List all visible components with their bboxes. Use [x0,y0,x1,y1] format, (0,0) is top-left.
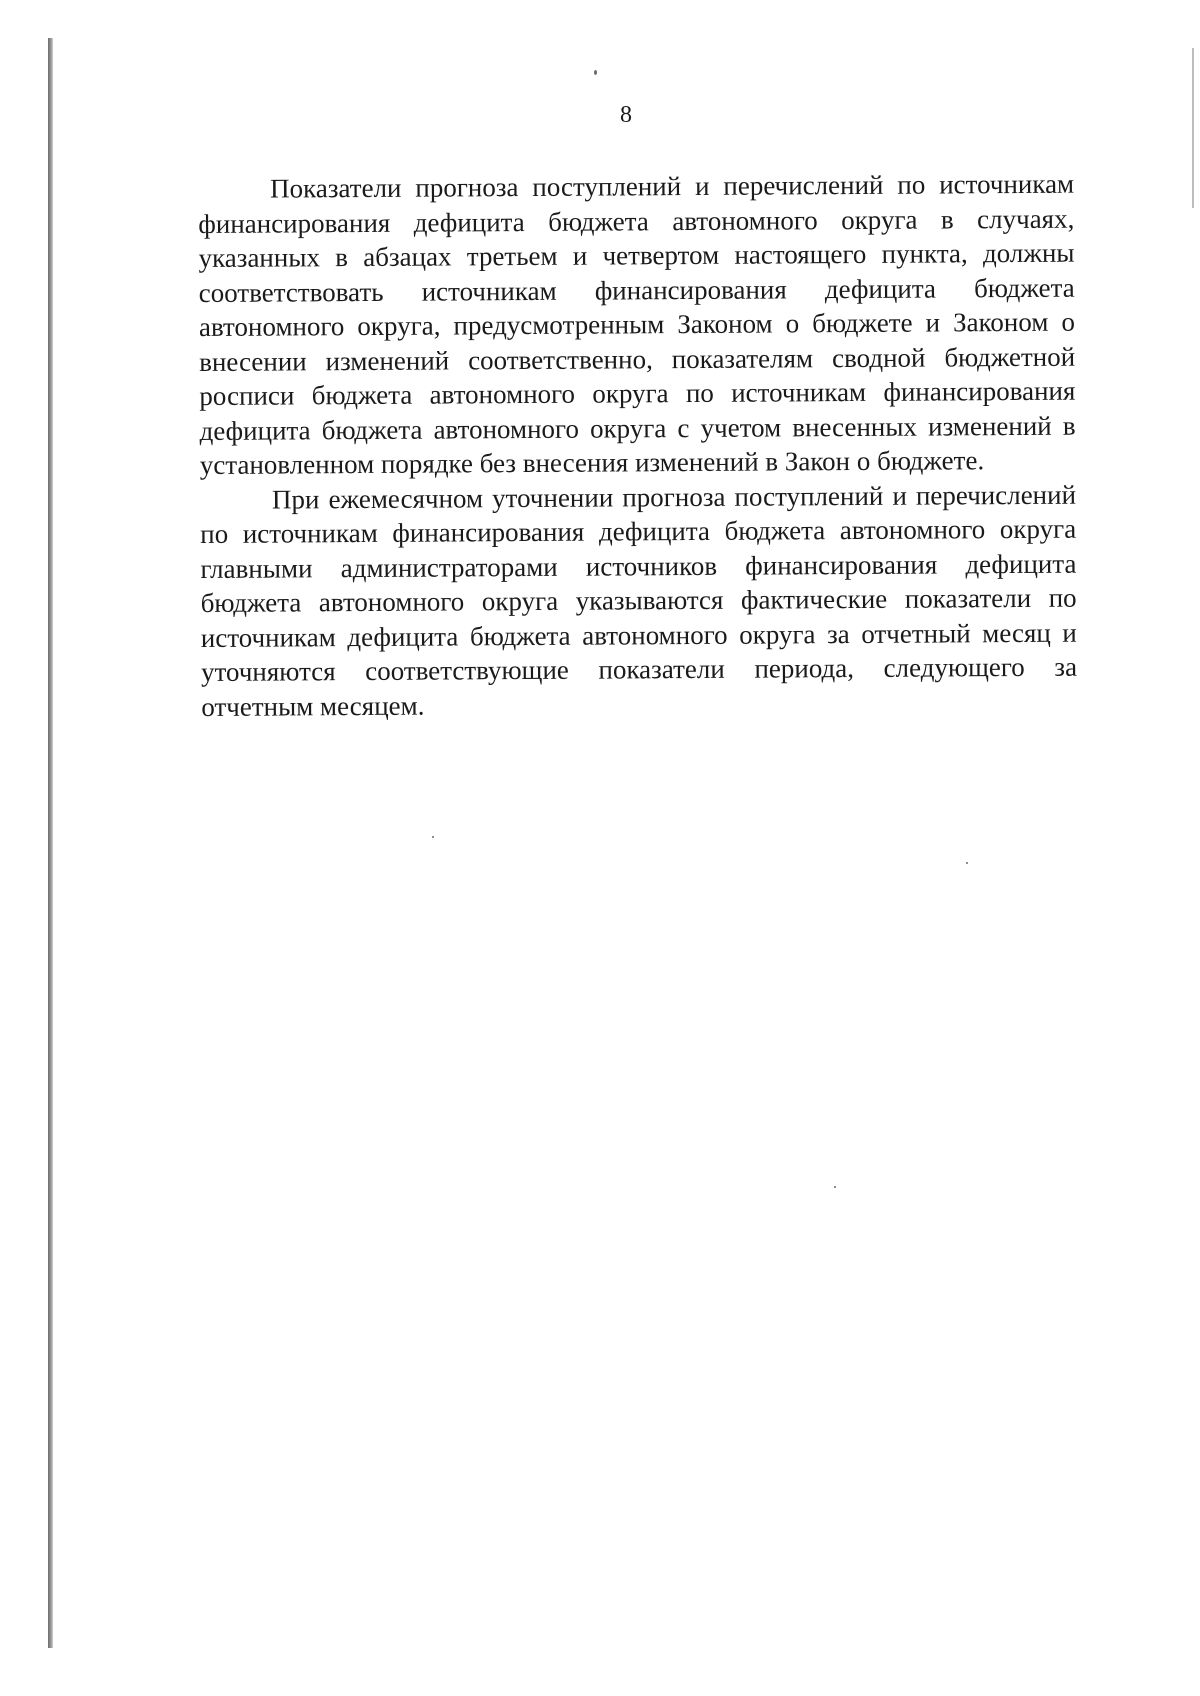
scan-speck [594,70,597,75]
scan-speck [432,836,434,838]
scan-right-edge [1192,48,1194,208]
scan-binding-edge [48,38,53,1648]
paragraph: Показатели прогноза поступлений и перечислений по источникам финансирования дефицита бюджета автономного округа в случаях, указанных в абзацах третьем и четвертом настоящего пункта, должны соответствовать источникам финансирования дефицита бюджета автономного округа, предусмотренным Законом о бюджете и Законом о внесении изменений соответственно, показателям сводной бюджетной росписи бюджета автономного округа по источникам финансирования дефицита бюджета автономного округа с учетом внесенных изменений в установленном порядке без внесения изменений в Закон о бюджете. [198,168,1076,480]
scan-speck [966,862,968,864]
body-text [198,167,1077,724]
paragraph: При ежемесячном уточнении прогноза поступлений и перечислений по источникам финансирования дефицита бюджета автономного округа главными администраторами источников финансирования дефицита бюджета автономного округа указываются фактические показатели по источникам дефицита бюджета автономного округа за отчетный месяц и уточняются соответствующие показатели периода, следующего за отчетным месяцем. [200,479,1078,722]
page-number: 8 [620,102,632,128]
scan-speck [834,1186,836,1188]
